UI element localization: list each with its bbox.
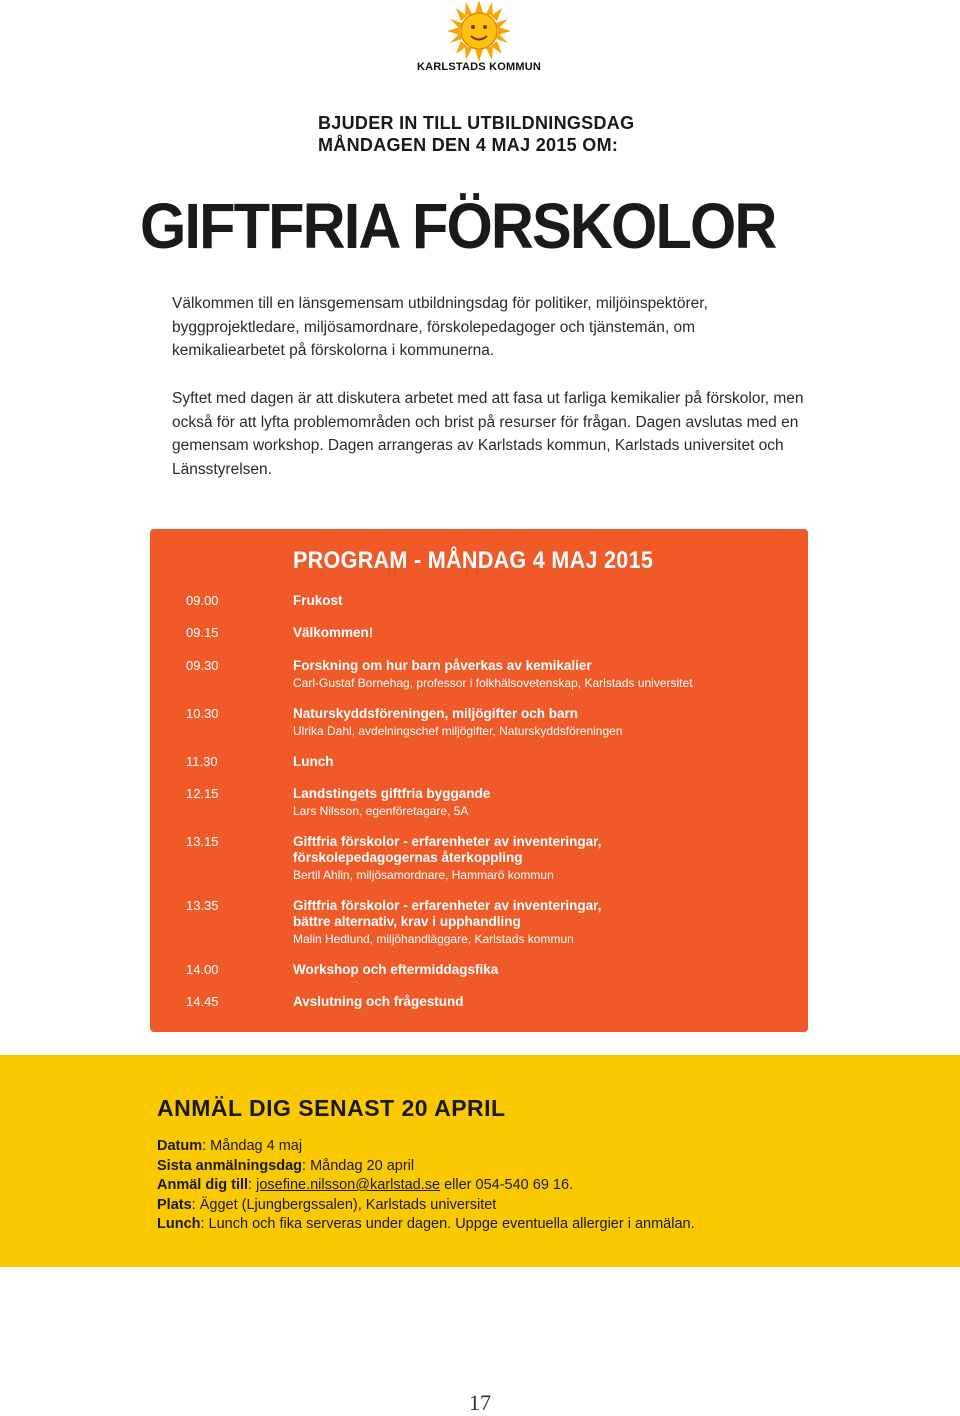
intro-paragraph-2: Syftet med dagen är att diskutera arbetet med att fasa ut farliga kemikalier på förskolor, men också för att lyfta problemområden och brist på resurser för frågan. Dagen avslutas med en gemensam workshop. Dagen arrangeras av Karlstads kommun, Karlstads universitet och Länsstyrelsen. xyxy=(172,390,804,478)
program-event: Giftfria förskolor - erfarenheter av inventeringar, xyxy=(293,898,602,913)
program-title: PROGRAM - MÅNDAG 4 MAJ 2015 xyxy=(293,547,654,574)
registration-box xyxy=(0,1055,960,1267)
register-phone: eller 054-540 69 16. xyxy=(440,1177,574,1193)
lunch-value: : Lunch och fika serveras under dagen. Uppge eventuella allergier i anmälan. xyxy=(200,1216,695,1232)
program-box xyxy=(150,529,808,1032)
page-title: GIFTFRIA FÖRSKOLOR xyxy=(140,190,776,262)
program-event: Workshop och eftermiddagsfika xyxy=(293,962,499,977)
program-event-continued: förskolepedagogernas återkoppling xyxy=(293,850,523,865)
program-time: 09.15 xyxy=(186,625,219,640)
program-speaker: Carl-Gustaf Bornehag, professor i folkhälsovetenskap, Karlstads universitet xyxy=(293,676,693,690)
register-line xyxy=(157,1176,695,1196)
program-time: 14.45 xyxy=(186,994,219,1009)
lunch-label: Lunch xyxy=(157,1216,201,1232)
date-label: Datum xyxy=(157,1138,203,1154)
program-event: Forskning om hur barn påverkas av kemikalier xyxy=(293,658,592,673)
program-time: 12.15 xyxy=(186,786,219,801)
program-event: Landstingets giftfria byggande xyxy=(293,786,491,801)
registration-details xyxy=(157,1137,695,1235)
program-time: 10.30 xyxy=(186,706,219,721)
program-event: Avslutning och frågestund xyxy=(293,994,464,1009)
sun-face-icon xyxy=(447,0,511,62)
program-time: 13.15 xyxy=(186,834,219,849)
program-event: Välkommen! xyxy=(293,625,374,640)
deadline-label: Sista anmälningsdag xyxy=(157,1157,303,1174)
invitation-line-2: MÅNDAGEN DEN 4 MAJ 2015 OM: xyxy=(318,135,619,155)
date-line xyxy=(157,1137,695,1157)
intro-paragraph-1: Välkommen till en länsgemensam utbildningsdag för politiker, miljöinspektörer, byggprojektledare, miljösamordnare, förskolepedagoger och tjänstemän, om kemikaliearbetet på förskolorna i kommunerna. xyxy=(172,295,708,359)
program-speaker: Ulrika Dahl, avdelningschef miljögifter, Naturskyddsföreningen xyxy=(293,724,623,738)
date-value: : Måndag 4 maj xyxy=(202,1138,303,1154)
logo-text: KARLSTADS KOMMUN xyxy=(417,61,541,73)
deadline-value: : Måndag 20 april xyxy=(302,1157,415,1174)
lunch-line xyxy=(157,1215,695,1235)
registration-heading: ANMÄL DIG SENAST 20 APRIL xyxy=(157,1095,506,1121)
deadline-line xyxy=(157,1157,695,1177)
register-separator: : xyxy=(248,1177,257,1193)
program-time: 09.00 xyxy=(186,593,219,608)
program-event: Naturskyddsföreningen, miljögifter och barn xyxy=(293,706,579,721)
karlstads-kommun-logo xyxy=(412,0,546,80)
register-label: Anmäl dig till xyxy=(157,1177,249,1193)
program-time: 14.00 xyxy=(186,962,219,977)
email-link[interactable]: josefine.nilsson@karlstad.se xyxy=(256,1177,441,1193)
place-label: Plats xyxy=(157,1196,192,1213)
program-event: Giftfria förskolor - erfarenheter av inventeringar, xyxy=(293,834,602,849)
place-value: : Ägget (Ljungbergssalen), Karlstads universitet xyxy=(191,1196,497,1213)
invitation-line-1: BJUDER IN TILL UTBILDNINGSDAG xyxy=(318,113,635,133)
program-event: Lunch xyxy=(293,754,334,769)
program-speaker: Lars Nilsson, egenföretagare, 5A xyxy=(293,804,469,818)
program-speaker: Malin Hedlund, miljöhandläggare, Karlstads kommun xyxy=(293,932,574,946)
page-number: 17 xyxy=(469,1390,491,1415)
program-event-continued: bättre alternativ, krav i upphandling xyxy=(293,914,521,929)
program-time: 13.35 xyxy=(186,898,219,913)
place-line xyxy=(157,1196,695,1216)
program-time: 11.30 xyxy=(186,754,218,769)
program-speaker: Bertil Ahlin, miljösamordnare, Hammarö kommun xyxy=(293,868,554,882)
program-time: 09.30 xyxy=(186,658,219,673)
invitation-heading xyxy=(318,112,738,156)
program-event: Frukost xyxy=(293,593,343,608)
